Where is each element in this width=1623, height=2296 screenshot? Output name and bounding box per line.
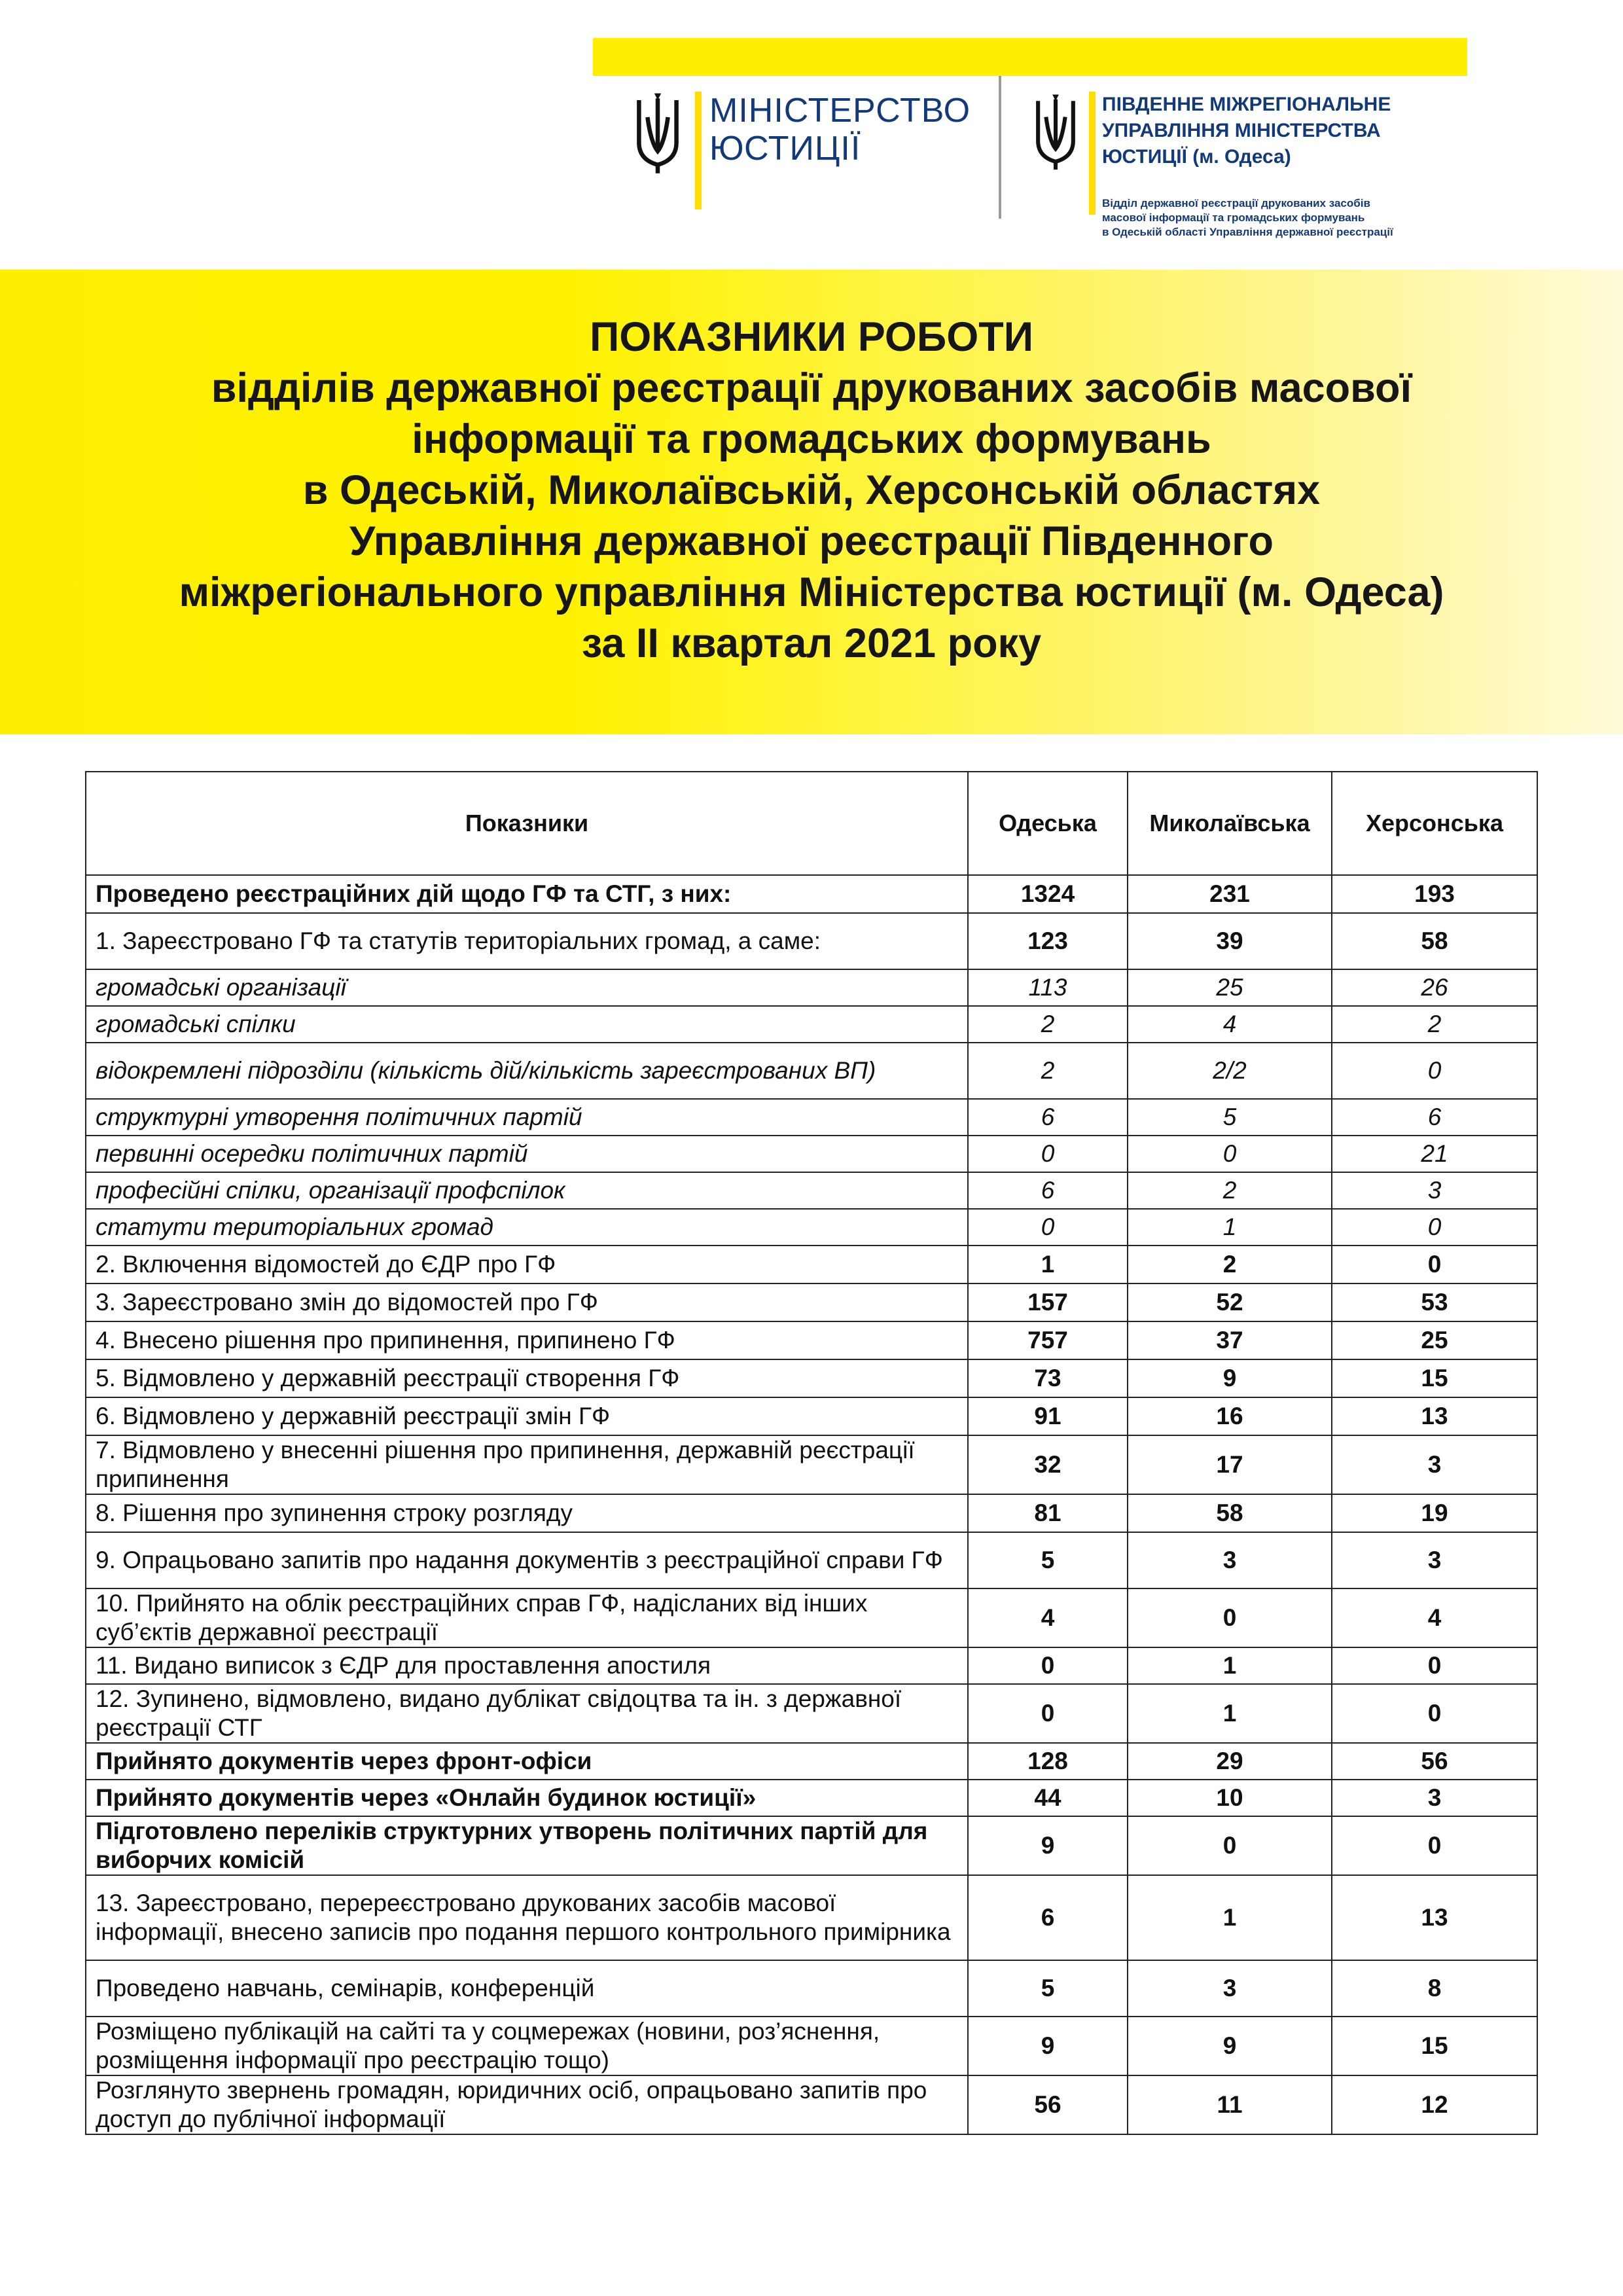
row-label: Підготовлено переліків структурних утворень політичних партій для виборчих комісій <box>86 1816 968 1875</box>
value-mykolaiv: 37 <box>1128 1321 1332 1359</box>
value-odesa: 9 <box>968 1816 1128 1875</box>
region-subtitle <box>1102 196 1393 240</box>
table-row <box>86 1397 1537 1435</box>
value-mykolaiv: 3 <box>1128 1532 1332 1588</box>
value-mykolaiv: 1 <box>1128 1209 1332 1246</box>
title-line: ПОКАЗНИКИ РОБОТИ <box>590 314 1033 360</box>
ministry-name-line: МІНІСТЕРСТВО <box>709 92 971 130</box>
page-title <box>0 312 1623 669</box>
value-mykolaiv: 2 <box>1128 1246 1332 1283</box>
title-line: міжрегіонального управління Міністерства юстиції (м. Одеса) <box>179 569 1444 615</box>
value-odesa: 1 <box>968 1246 1128 1283</box>
row-label: професійні спілки, організації профспілок <box>86 1172 968 1209</box>
value-odesa: 6 <box>968 1099 1128 1136</box>
value-mykolaiv: 29 <box>1128 1743 1332 1780</box>
table-row <box>86 1875 1537 1960</box>
value-kherson: 0 <box>1332 1209 1537 1246</box>
header-mykolaiv: Миколаївська <box>1128 772 1332 875</box>
value-kherson: 0 <box>1332 1246 1537 1283</box>
table-row <box>86 1494 1537 1532</box>
value-odesa: 6 <box>968 1172 1128 1209</box>
value-kherson: 3 <box>1332 1780 1537 1816</box>
value-kherson: 12 <box>1332 2075 1537 2134</box>
region-name-line: ПІВДЕННЕ МІЖРЕГІОНАЛЬНЕ <box>1102 94 1391 115</box>
value-odesa: 157 <box>968 1283 1128 1321</box>
header-logos <box>593 76 1467 238</box>
row-label: Прийнято документів через «Онлайн будинок юстиції» <box>86 1780 968 1816</box>
value-kherson: 4 <box>1332 1588 1537 1647</box>
row-label: 13. Зареєстровано, перереєстровано друкованих засобів масової інформації, внесено записів про подання першого контрольного примірника <box>86 1875 968 1960</box>
value-mykolaiv: 1 <box>1128 1647 1332 1684</box>
value-mykolaiv: 9 <box>1128 1359 1332 1397</box>
value-mykolaiv: 10 <box>1128 1780 1332 1816</box>
row-label: 2. Включення відомостей до ЄДР про ГФ <box>86 1246 968 1283</box>
value-odesa: 123 <box>968 913 1128 969</box>
table-row <box>86 1780 1537 1816</box>
row-label: Проведено реєстраційних дій щодо ГФ та СТГ, з них: <box>86 875 968 913</box>
value-odesa: 5 <box>968 1960 1128 2017</box>
value-mykolaiv: 58 <box>1128 1494 1332 1532</box>
row-label: 5. Відмовлено у державній реєстрації створення ГФ <box>86 1359 968 1397</box>
row-label: Розміщено публікацій на сайті та у соцмережах (новини, роз’яснення, розміщення інформації про реєстрацію тощо) <box>86 2017 968 2075</box>
table-row <box>86 1684 1537 1743</box>
value-odesa: 2 <box>968 1043 1128 1099</box>
value-mykolaiv: 52 <box>1128 1283 1332 1321</box>
title-band <box>0 270 1623 734</box>
region-yellow-stripe <box>1089 92 1096 215</box>
value-kherson: 8 <box>1332 1960 1537 2017</box>
value-kherson: 0 <box>1332 1684 1537 1743</box>
table-row <box>86 1816 1537 1875</box>
value-odesa: 81 <box>968 1494 1128 1532</box>
value-odesa: 113 <box>968 969 1128 1006</box>
value-odesa: 9 <box>968 2017 1128 2075</box>
value-mykolaiv: 0 <box>1128 1816 1332 1875</box>
value-kherson: 26 <box>1332 969 1537 1006</box>
value-odesa: 6 <box>968 1875 1128 1960</box>
table-row <box>86 1435 1537 1494</box>
table-row <box>86 1099 1537 1136</box>
table-row <box>86 1136 1537 1172</box>
value-mykolaiv: 11 <box>1128 2075 1332 2134</box>
table-row <box>86 875 1537 913</box>
row-label: статути територіальних громад <box>86 1209 968 1246</box>
value-mykolaiv: 0 <box>1128 1136 1332 1172</box>
value-kherson: 21 <box>1332 1136 1537 1172</box>
region-name-line: УПРАВЛІННЯ МІНІСТЕРСТВА <box>1102 120 1381 141</box>
ministry-yellow-stripe <box>695 92 702 209</box>
region-subtitle-line: Відділ державної реєстрації друкованих засобів <box>1102 197 1370 209</box>
value-odesa: 0 <box>968 1684 1128 1743</box>
value-mykolaiv: 1 <box>1128 1875 1332 1960</box>
top-yellow-bar <box>593 38 1467 76</box>
header-kherson: Херсонська <box>1332 772 1537 875</box>
value-odesa: 0 <box>968 1136 1128 1172</box>
row-label: 7. Відмовлено у внесенні рішення про припинення, державній реєстрації припинення <box>86 1435 968 1494</box>
title-line: за ІІ квартал 2021 року <box>581 620 1042 666</box>
table-row <box>86 1006 1537 1043</box>
row-label: 11. Видано виписок з ЄДР для проставлення апостиля <box>86 1647 968 1684</box>
value-odesa: 2 <box>968 1006 1128 1043</box>
table-row <box>86 1246 1537 1283</box>
value-kherson: 56 <box>1332 1743 1537 1780</box>
region-logo <box>1031 86 1463 238</box>
row-label: 1. Зареєстровано ГФ та статутів територіальних громад, а саме: <box>86 913 968 969</box>
table-row <box>86 913 1537 969</box>
table-row <box>86 1359 1537 1397</box>
trident-icon <box>1031 93 1080 173</box>
row-label: громадські спілки <box>86 1006 968 1043</box>
value-mykolaiv: 231 <box>1128 875 1332 913</box>
value-kherson: 0 <box>1332 1647 1537 1684</box>
table-row <box>86 1283 1537 1321</box>
row-label: 10. Прийнято на облік реєстраційних справ ГФ, надісланих від інших суб’єктів державної реєстрації <box>86 1588 968 1647</box>
value-kherson: 3 <box>1332 1172 1537 1209</box>
value-mykolaiv: 16 <box>1128 1397 1332 1435</box>
region-name <box>1102 92 1391 170</box>
value-mykolaiv: 2/2 <box>1128 1043 1332 1099</box>
value-odesa: 0 <box>968 1647 1128 1684</box>
row-label: 6. Відмовлено у державній реєстрації змін ГФ <box>86 1397 968 1435</box>
value-odesa: 32 <box>968 1435 1128 1494</box>
value-mykolaiv: 1 <box>1128 1684 1332 1743</box>
table-row <box>86 1647 1537 1684</box>
value-mykolaiv: 9 <box>1128 2017 1332 2075</box>
region-subtitle-line: в Одеській області Управління державної реєстрації <box>1102 226 1393 238</box>
value-kherson: 3 <box>1332 1532 1537 1588</box>
indicators-table-wrap <box>85 771 1537 2135</box>
ministry-name-line: ЮСТИЦІЇ <box>709 130 861 168</box>
row-label: Розглянуто звернень громадян, юридичних осіб, опрацьовано запитів про доступ до публічної інформації <box>86 2075 968 2134</box>
indicators-table <box>85 771 1538 2135</box>
value-mykolaiv: 5 <box>1128 1099 1332 1136</box>
value-kherson: 3 <box>1332 1435 1537 1494</box>
table-row <box>86 1172 1537 1209</box>
value-kherson: 53 <box>1332 1283 1537 1321</box>
value-odesa: 4 <box>968 1588 1128 1647</box>
value-kherson: 6 <box>1332 1099 1537 1136</box>
title-line: відділів державної реєстрації друкованих засобів масової <box>211 365 1412 411</box>
value-kherson: 13 <box>1332 1875 1537 1960</box>
row-label: структурні утворення політичних партій <box>86 1099 968 1136</box>
value-mykolaiv: 17 <box>1128 1435 1332 1494</box>
value-odesa: 0 <box>968 1209 1128 1246</box>
table-row <box>86 1532 1537 1588</box>
row-label: 9. Опрацьовано запитів про надання документів з реєстраційної справи ГФ <box>86 1532 968 1588</box>
value-odesa: 1324 <box>968 875 1128 913</box>
table-row <box>86 969 1537 1006</box>
value-odesa: 128 <box>968 1743 1128 1780</box>
value-kherson: 193 <box>1332 875 1537 913</box>
value-kherson: 13 <box>1332 1397 1537 1435</box>
value-mykolaiv: 39 <box>1128 913 1332 969</box>
value-odesa: 44 <box>968 1780 1128 1816</box>
value-kherson: 15 <box>1332 1359 1537 1397</box>
value-kherson: 19 <box>1332 1494 1537 1532</box>
table-row <box>86 1743 1537 1780</box>
value-odesa: 5 <box>968 1532 1128 1588</box>
table-row <box>86 1588 1537 1647</box>
trident-icon <box>632 92 683 177</box>
value-kherson: 0 <box>1332 1816 1537 1875</box>
table-row <box>86 1043 1537 1099</box>
title-line: в Одеській, Миколаївській, Херсонській областях <box>302 467 1321 513</box>
row-label: 3. Зареєстровано змін до відомостей про ГФ <box>86 1283 968 1321</box>
value-mykolaiv: 2 <box>1128 1172 1332 1209</box>
table-row <box>86 1960 1537 2017</box>
title-line: Управління державної реєстрації Південного <box>349 518 1274 564</box>
value-kherson: 0 <box>1332 1043 1537 1099</box>
table-row <box>86 2075 1537 2134</box>
value-mykolaiv: 0 <box>1128 1588 1332 1647</box>
value-odesa: 56 <box>968 2075 1128 2134</box>
header-indicators: Показники <box>86 772 968 875</box>
value-kherson: 25 <box>1332 1321 1537 1359</box>
region-subtitle-line: масової інформації та громадських формувань <box>1102 211 1365 224</box>
value-odesa: 73 <box>968 1359 1128 1397</box>
table-row <box>86 2017 1537 2075</box>
value-mykolaiv: 25 <box>1128 969 1332 1006</box>
value-mykolaiv: 3 <box>1128 1960 1332 2017</box>
value-odesa: 91 <box>968 1397 1128 1435</box>
row-label: Проведено навчань, семінарів, конференцій <box>86 1960 968 2017</box>
ministry-logo <box>632 86 999 204</box>
row-label: 12. Зупинено, відмовлено, видано дублікат свідоцтва та ін. з державної реєстрації СТГ <box>86 1684 968 1743</box>
table-row <box>86 1209 1537 1246</box>
region-name-line: ЮСТИЦІЇ (м. Одеса) <box>1102 146 1291 168</box>
title-line: інформації та громадських формувань <box>412 416 1211 462</box>
value-kherson: 2 <box>1332 1006 1537 1043</box>
value-mykolaiv: 4 <box>1128 1006 1332 1043</box>
table-row <box>86 1321 1537 1359</box>
row-label: 8. Рішення про зупинення строку розгляду <box>86 1494 968 1532</box>
value-kherson: 15 <box>1332 2017 1537 2075</box>
value-kherson: 58 <box>1332 913 1537 969</box>
value-odesa: 757 <box>968 1321 1128 1359</box>
row-label: відокремлені підрозділи (кількість дій/кількість зареєстрованих ВП) <box>86 1043 968 1099</box>
row-label: первинні осередки політичних партій <box>86 1136 968 1172</box>
ministry-name <box>709 92 971 168</box>
header-odesa: Одеська <box>968 772 1128 875</box>
table-body <box>86 875 1537 2134</box>
row-label: Прийнято документів через фронт-офіси <box>86 1743 968 1780</box>
row-label: громадські організації <box>86 969 968 1006</box>
table-header-row <box>86 772 1537 875</box>
row-label: 4. Внесено рішення про припинення, припинено ГФ <box>86 1321 968 1359</box>
logo-divider <box>999 76 1001 219</box>
